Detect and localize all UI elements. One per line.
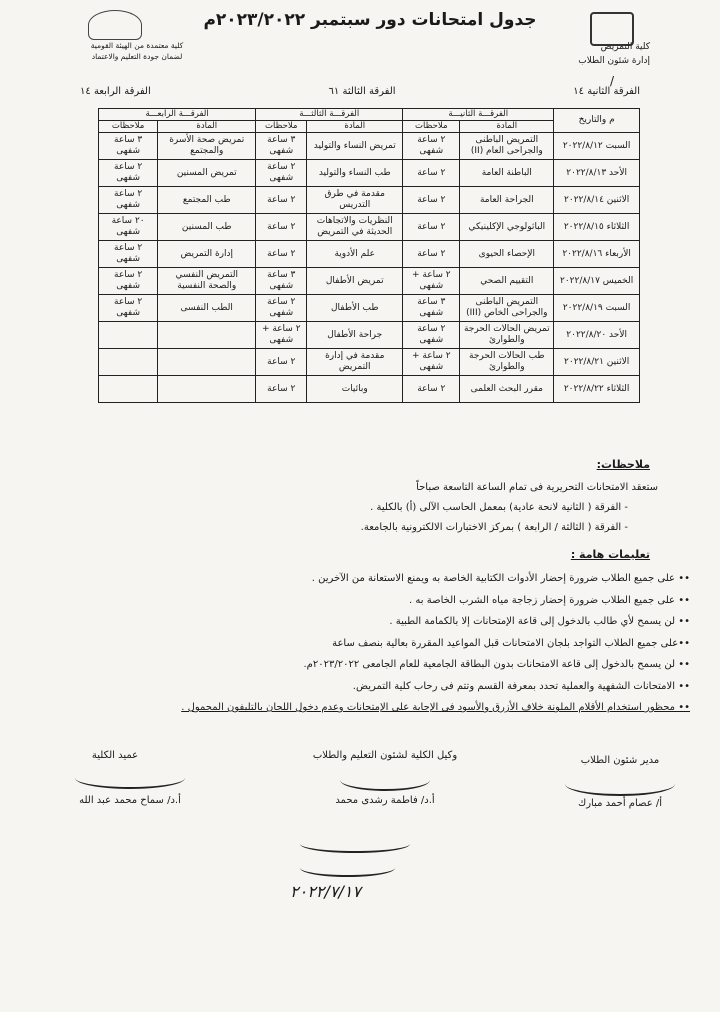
subject-cell: مقدمة في طرق التدريس <box>307 187 403 214</box>
notes-cell: ٢ ساعة + شفهى <box>403 268 460 295</box>
notes-cell: ٢ ساعة <box>256 349 307 376</box>
subject-cell: التمريض الباطنى والجراحى العام (II) <box>460 133 554 160</box>
handwritten-signature <box>75 767 185 789</box>
group-4-count: الفرقة الرابعة ١٤ <box>80 86 151 97</box>
instruction-line: •• على جميع الطلاب ضرورة إحضار الأدوات الكتابية الخاصة به ويمنع الاستعانة من الآخرين . <box>311 573 690 584</box>
subject-cell: علم الأدوية <box>307 241 403 268</box>
instruction-line: •• لن يسمح لأي طالب بالدخول إلى قاعة الإمتحانات إلا بالكمامة الطبية . <box>389 616 690 627</box>
notes-cell: ٢ ساعة <box>403 376 460 403</box>
notes-cell <box>99 322 158 349</box>
instruction-line: •• على جميع الطلاب ضرورة إحضار زجاجة مياه الشرب الخاصة به . <box>409 594 690 606</box>
page-title: جدول امتحانات دور سبتمبر ٢٠٢٣/٢٠٢٢م <box>203 10 537 30</box>
notes-cell: ٢ ساعة <box>256 214 307 241</box>
subject-cell: طب الحالات الحرجة والطوارئ <box>460 349 554 376</box>
notes-cell: ٢ ساعة شفهى <box>256 160 307 187</box>
instruction-line: •• محظور استخدام الأقلام الملونة خلاف الأزرق والأسود فى الإجابة على الإمتحانات وعدم دخول اللجان بالتليفون المحمول . <box>181 702 690 713</box>
subject-cell: جراحة الأطفال <box>307 322 403 349</box>
table-row <box>99 295 640 322</box>
notes-cell: ٢٠ ساعة شفهى <box>99 214 158 241</box>
subject-cell: طب المسنين <box>158 214 256 241</box>
notes-cell: ٣ ساعة شفهى <box>403 295 460 322</box>
notes-cell: ٢ ساعة <box>403 214 460 241</box>
handwritten-signature <box>340 769 430 791</box>
notes-cell: ٣ ساعة شفهى <box>99 133 158 160</box>
notes-cell: ٢ ساعة شفهى <box>99 295 158 322</box>
group-3-header: الفرقـــة الثالثـــة <box>256 109 403 121</box>
notes-cell: ٣ ساعة شفهى <box>256 268 307 295</box>
instruction-line: •• الامتحانات الشفهية والعملية تحدد بمعرفة القسم وتتم فى رحاب كلية التمريض. <box>352 680 690 692</box>
subject-header: المادة <box>158 121 256 133</box>
group-3-count: الفرقة الثالثة ٦١ <box>328 86 396 97</box>
instruction-line: ••على جميع الطلاب التواجد بلجان الامتحانات قبل المواعيد المقررة بعالية بنصف ساعة <box>332 637 690 649</box>
table-row <box>99 349 640 376</box>
subject-cell: تمريض النساء والتوليد <box>307 133 403 160</box>
day-cell: الاثنين ٢٠٢٢/٨/٢١ <box>554 349 640 376</box>
subject-cell: إدارة التمريض <box>158 241 256 268</box>
handwritten-scribble <box>300 835 410 853</box>
table-row <box>99 241 640 268</box>
notes-cell: ٢ ساعة شفهى <box>99 241 158 268</box>
subject-cell: الطب النفسى <box>158 295 256 322</box>
handwritten-date: ٢٠٢٢/٧/١٧ <box>290 882 361 901</box>
notes-cell: ٢ ساعة شفهى <box>256 295 307 322</box>
signature-block-vice-dean <box>270 750 500 806</box>
notes-cell: ٢ ساعة + شفهى <box>403 349 460 376</box>
notes-cell: ٢ ساعة <box>256 241 307 268</box>
day-cell: الأحد ٢٠٢٢/٨/١٣ <box>554 160 640 187</box>
subject-cell: التقييم الصحي <box>460 268 554 295</box>
notes-cell <box>99 349 158 376</box>
table-row <box>99 376 640 403</box>
notes-cell: ٣ ساعة شفهى <box>256 133 307 160</box>
instructions-list <box>50 568 690 719</box>
faculty-name: كلية التمريض <box>600 42 650 52</box>
signature-name: أ.د/ فاطمة رشدى محمد <box>335 795 435 806</box>
subject-header: المادة <box>460 121 554 133</box>
subject-cell: النظريات والاتجاهات الحديثة في التمريض <box>307 214 403 241</box>
subject-cell: التمريض النفسي والصحة النفسية <box>158 268 256 295</box>
notes-cell: ٢ ساعة + شفهى <box>256 322 307 349</box>
subject-cell: مقدمة في إدارة التمريض <box>307 349 403 376</box>
subject-cell: الباطنة العامة <box>460 160 554 187</box>
subject-cell: الباثولوجي الإكلينيكي <box>460 214 554 241</box>
department-name: إدارة شئون الطلاب <box>578 56 650 66</box>
subject-cell: التمريض الباطنى والجراحى الخاص (III) <box>460 295 554 322</box>
table-row <box>99 214 640 241</box>
table-row <box>99 133 640 160</box>
day-cell: الخميس ٢٠٢٢/٨/١٧ <box>554 268 640 295</box>
note-line: - الفرقة ( الثالثة / الرابعة ) بمركز الاختبارات الالكترونية بالجامعة. <box>360 522 628 533</box>
accreditation-line-1: كلية معتمدة من الهيئة القومية <box>90 41 184 50</box>
signature-role: وكيل الكلية لشئون التعليم والطلاب <box>312 750 458 761</box>
notes-header: ملاحظات <box>99 121 158 133</box>
table-row <box>99 160 640 187</box>
table-row <box>99 187 640 214</box>
notes-cell <box>99 376 158 403</box>
subject-cell <box>158 322 256 349</box>
notes-cell: ٢ ساعة <box>256 187 307 214</box>
note-line: ستعقد الامتحانات التحريرية فى تمام الساعة التاسعة صباحاً <box>416 482 658 493</box>
notes-header: ملاحظات <box>403 121 460 133</box>
notes-cell: ٢ ساعة شفهى <box>403 133 460 160</box>
signature-role: مدير شئون الطلاب <box>580 755 660 766</box>
handwritten-signature <box>565 772 675 796</box>
subject-cell: طب الأطفال <box>307 295 403 322</box>
notes-cell: ٢ ساعة <box>256 376 307 403</box>
notes-cell: ٢ ساعة شفهى <box>99 187 158 214</box>
subject-cell: تمريض الحالات الحرجة والطوارئ <box>460 322 554 349</box>
table-row <box>99 322 640 349</box>
signature-block-dean <box>30 750 230 806</box>
notes-header: ملاحظات <box>256 121 307 133</box>
subject-cell: تمريض الأطفال <box>307 268 403 295</box>
group-4-header: الفرقـــة الرابعـــة <box>99 109 256 121</box>
signature-role: عميد الكلية <box>91 750 139 761</box>
day-cell: السبت ٢٠٢٢/٨/١٩ <box>554 295 640 322</box>
group-2-count: الفرقة الثانية ١٤ <box>573 86 640 97</box>
day-date-header: م والتاريخ <box>554 109 640 133</box>
accreditation-text <box>72 40 202 62</box>
day-cell: الثلاثاء ٢٠٢٢/٨/٢٢ <box>554 376 640 403</box>
handwritten-note <box>300 835 420 885</box>
signature-name: أ/ عصام أحمد مبارك <box>577 798 663 809</box>
day-cell: الثلاثاء ٢٠٢٢/٨/١٥ <box>554 214 640 241</box>
notes-cell: ٢ ساعة شفهى <box>99 268 158 295</box>
group-2-header: الفرقـــة الثانيـــة <box>403 109 554 121</box>
day-cell: الاثنين ٢٠٢٢/٨/١٤ <box>554 187 640 214</box>
notes-cell: ٢ ساعة <box>403 241 460 268</box>
groups-summary <box>80 86 640 97</box>
subject-cell: تمريض المسنين <box>158 160 256 187</box>
notes-list <box>58 478 658 538</box>
subject-cell: طب النساء والتوليد <box>307 160 403 187</box>
day-cell: الأحد ٢٠٢٢/٨/٢٠ <box>554 322 640 349</box>
day-cell: الأربعاء ٢٠٢٢/٨/١٦ <box>554 241 640 268</box>
note-line: - الفرقة ( الثانية لانحة عادية) بمعمل الحاسب الآلى (أ) بالكلية . <box>370 502 628 513</box>
page-mark: / <box>610 74 615 88</box>
notes-cell: ٢ ساعة <box>403 187 460 214</box>
day-cell: السبت ٢٠٢٢/٨/١٢ <box>554 133 640 160</box>
subject-cell: وبائيات <box>307 376 403 403</box>
signature-name: أ.د/ سماح محمد عبد الله <box>79 795 181 806</box>
subject-cell <box>158 376 256 403</box>
subject-header: المادة <box>307 121 403 133</box>
handwritten-scribble <box>300 859 395 877</box>
notes-cell: ٢ ساعة <box>403 160 460 187</box>
accreditation-logo <box>88 10 142 40</box>
signature-block-student-affairs <box>520 755 720 809</box>
subject-cell: تمريض صحة الأسرة والمجتمع <box>158 133 256 160</box>
table-row <box>99 268 640 295</box>
subject-cell: الإحصاء الحيوى <box>460 241 554 268</box>
instructions-title: تعليمات هامة : <box>570 548 650 561</box>
subject-cell: الجراحة العامة <box>460 187 554 214</box>
faculty-header <box>530 40 650 68</box>
accreditation-line-2: لضمان جودة التعليم والاعتماد <box>91 52 183 61</box>
notes-cell: ٢ ساعة شفهى <box>99 160 158 187</box>
notes-cell: ٢ ساعة شفهى <box>403 322 460 349</box>
notes-title: ملاحظات: <box>596 458 650 471</box>
subject-cell: مقرر البحث العلمى <box>460 376 554 403</box>
subject-cell <box>158 349 256 376</box>
subject-cell: طب المجتمع <box>158 187 256 214</box>
exam-schedule-table <box>98 108 640 403</box>
instruction-line: •• لن يسمح بالدخول إلى قاعة الامتحانات بدون البطاقة الجامعية للعام الجامعى ٢٠٢٣/٢٠٢٢م. <box>303 659 690 670</box>
